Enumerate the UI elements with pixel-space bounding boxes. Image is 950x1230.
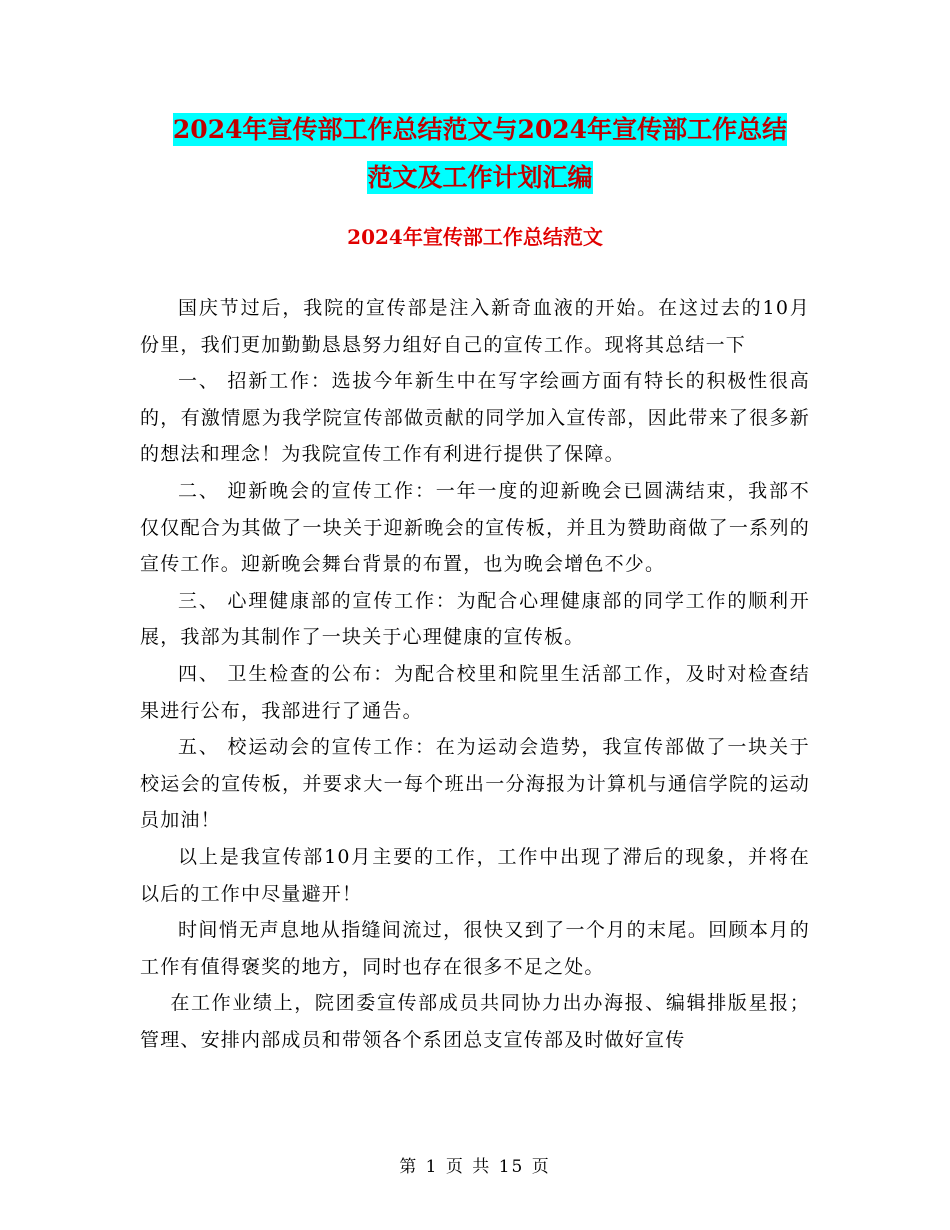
section-title: 2024年宣传部工作总结范文	[347, 225, 603, 249]
paragraph-item-4: 四、 卫生检查的公布：为配合校里和院里生活部工作，及时对检查结果进行公布，我部进行了通告。	[140, 662, 810, 722]
paragraph-item-1: 一、 招新工作：选拔今年新生中在写字绘画方面有特长的积极性很高的，有激情愿为我学院宣传部做贡献的同学加入宣传部，因此带来了很多新的想法和理念！为我院宣传工作有利进行提供了保障。	[140, 370, 810, 466]
paragraph-summary: 以上是我宣传部10月主要的工作，工作中出现了滞后的现象，并将在以后的工作中尽量避开！	[140, 845, 810, 905]
paragraph-review: 时间悄无声息地从指缝间流过，很快又到了一个月的末尾。回顾本月的工作有值得褒奖的地方，同时也存在很多不足之处。	[140, 919, 810, 978]
document-title-line-1: 2024年宣传部工作总结范文与2024年宣传部工作总结	[172, 115, 788, 144]
page-number: 第 1 页 共 15 页	[399, 1157, 551, 1177]
paragraph-item-2: 二、 迎新晚会的宣传工作：一年一度的迎新晚会已圆满结束，我部不仅仅配合为其做了一块关于迎新晚会的宣传板，并且为赞助商做了一系列的宣传工作。迎新晚会舞台背景的布置，也为晚会增色不少。	[140, 479, 810, 576]
paragraph-item-5: 五、 校运动会的宣传工作：在为运动会造势，我宣传部做了一块关于校运会的宣传板，并要求大一每个班出一分海报为计算机与通信学院的运动员加油！	[140, 736, 810, 832]
document-title-line-2: 范文及工作计划汇编	[367, 163, 593, 192]
paragraph-item-3: 三、 心理健康部的宣传工作：为配合心理健康部的同学工作的顺利开展，我部为其制作了一块关于心理健康的宣传板。	[140, 589, 810, 649]
body-text	[140, 290, 810, 1058]
paragraph-performance: 在工作业绩上，院团委宣传部成员共同协力出办海报、编辑排版星报；管理、安排内部成员和带领各个系团总支宣传部及时做好宣传	[140, 992, 810, 1051]
document-title	[140, 106, 820, 202]
paragraph-intro: 国庆节过后，我院的宣传部是注入新奇血液的开始。在这过去的10月份里，我们更加勤勤恳恳努力组好自己的宣传工作。现将其总结一下	[140, 297, 810, 356]
